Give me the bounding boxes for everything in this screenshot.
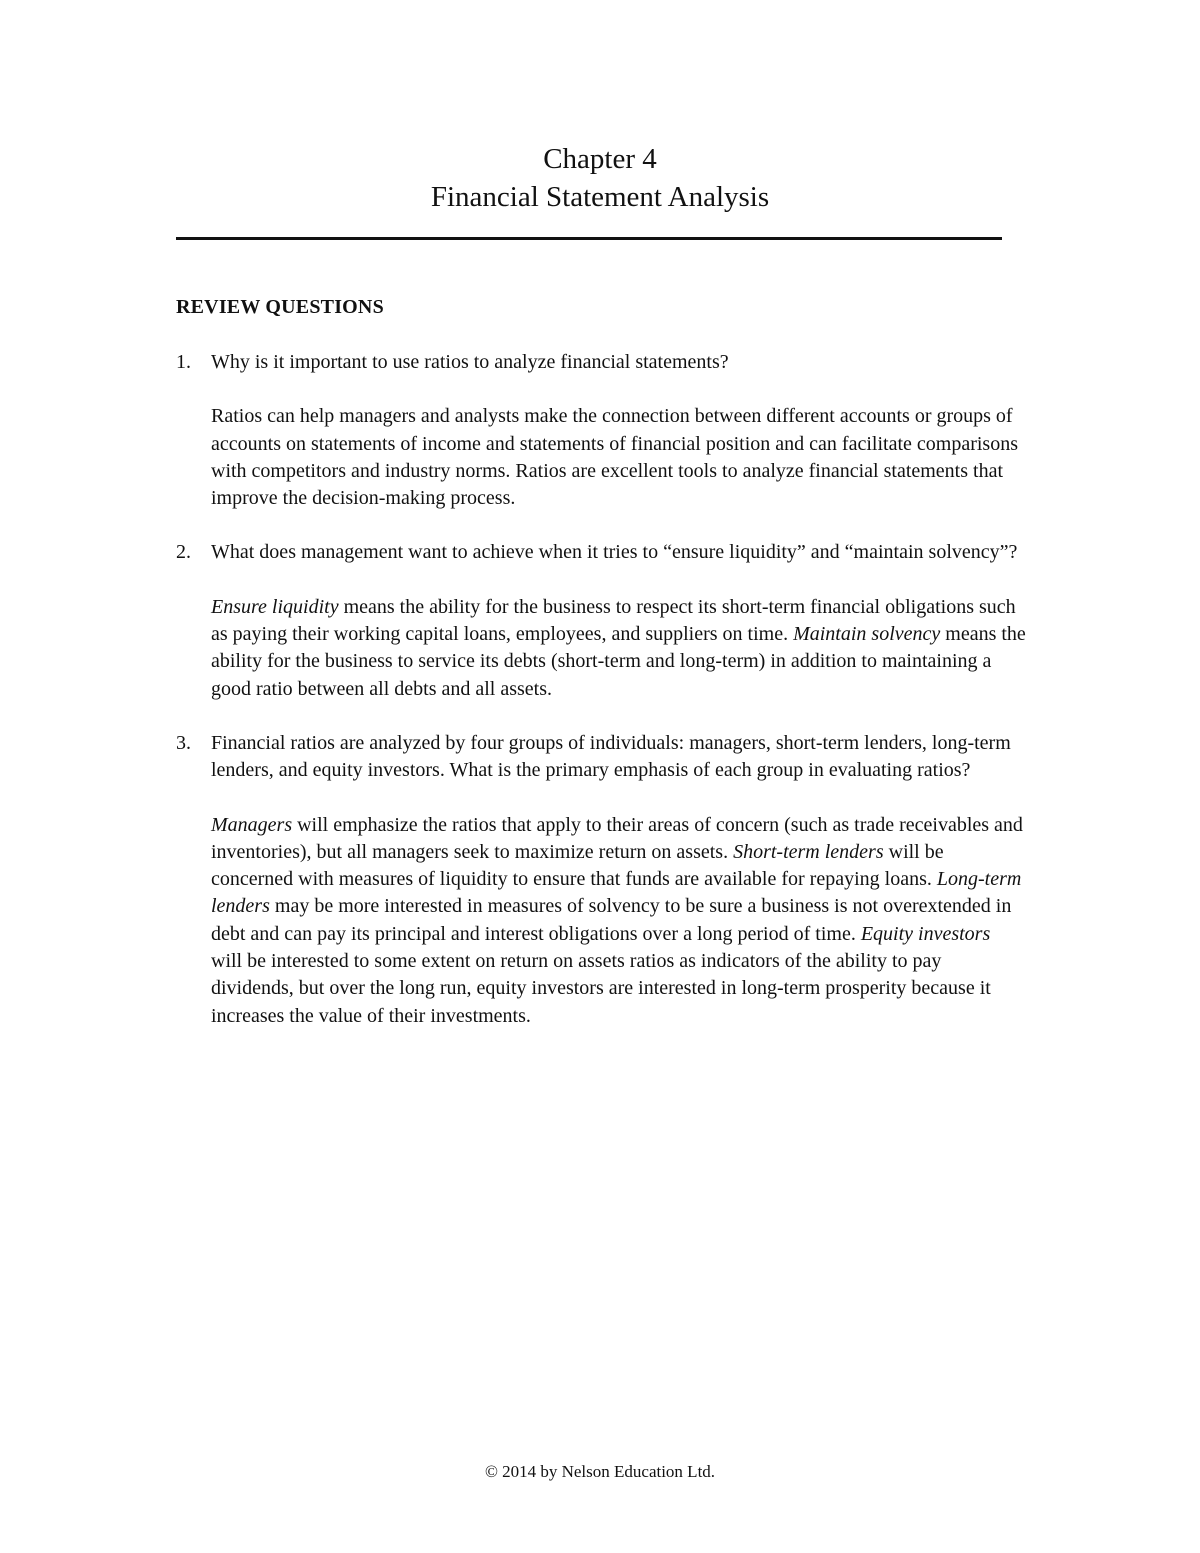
review-questions-list <box>176 349 1026 1057</box>
answer-term: Long-term lenders <box>211 868 1022 918</box>
answer-term: Maintain solvency <box>793 623 941 646</box>
question-number: 1. <box>176 351 191 373</box>
question-item-1 <box>176 349 1026 512</box>
question-number: 2. <box>176 541 191 564</box>
chapter-number: Chapter 4 <box>543 143 657 175</box>
answer-segment: means the ability for the business to service its debts (short-term and long-term) in addition to maintaining a good ratio between all debts and all assets. <box>211 623 1026 700</box>
answer-segment: will be concerned with measures of liquidity to ensure that funds are available for repaying loans. <box>211 840 944 891</box>
answer-segment: means the ability for the business to respect its short-term financial obligations such as paying their working capital loans, employees, and suppliers on time. <box>211 595 1016 646</box>
question-item-3 <box>176 730 1026 1030</box>
answer-segment: will be interested to some extent on return on assets ratios as indicators of the ability to pay dividends, but over the long run, equity investors are interested in long-term prosperity because it increases the value of their investments. <box>211 950 991 1027</box>
question-number: 3. <box>176 731 191 754</box>
answer-term: Equity investors <box>860 922 991 945</box>
answer-term: Short-term lenders <box>733 840 884 863</box>
answer-term: Managers <box>211 813 293 836</box>
answer-text <box>211 594 1026 703</box>
chapter-title-block <box>0 140 1200 216</box>
question-text: What does management want to achieve when it tries to “ensure liquidity” and “maintain solvency”? <box>211 541 1018 564</box>
question-item-2 <box>176 539 1026 702</box>
chapter-title: Financial Statement Analysis <box>430 181 770 213</box>
copyright-footer: © 2014 by Nelson Education Ltd. <box>484 1462 716 1481</box>
question-text: Financial ratios are analyzed by four groups of individuals: managers, short-term lenders, long-term lenders, and equity investors. What is the primary emphasis of each group in evaluating ratios? <box>211 731 1011 782</box>
question-text: Why is it important to use ratios to analyze financial statements? <box>211 351 729 373</box>
section-heading: REVIEW QUESTIONS <box>176 296 384 318</box>
answer-text <box>211 812 1026 1030</box>
answer-term: Ensure liquidity <box>211 595 339 618</box>
answer-text <box>211 403 1026 512</box>
title-divider <box>176 237 1002 240</box>
answer-segment: may be more interested in measures of solvency to be sure a business is not overextended in debt and can pay its principal and interest obligations over a long period of time. <box>211 895 1012 945</box>
answer-segment: Ratios can help managers and analysts make the connection between different accounts or groups of accounts on statements of income and statements of financial position and can facilitate comparisons with competitors and industry norms. Ratios are excellent tools to analyze financial statements that improve the decision-making process. <box>211 405 1018 510</box>
answer-segment: will emphasize the ratios that apply to their areas of concern (such as trade receivables and inventories), but all managers seek to maximize return on assets. <box>211 813 1023 863</box>
